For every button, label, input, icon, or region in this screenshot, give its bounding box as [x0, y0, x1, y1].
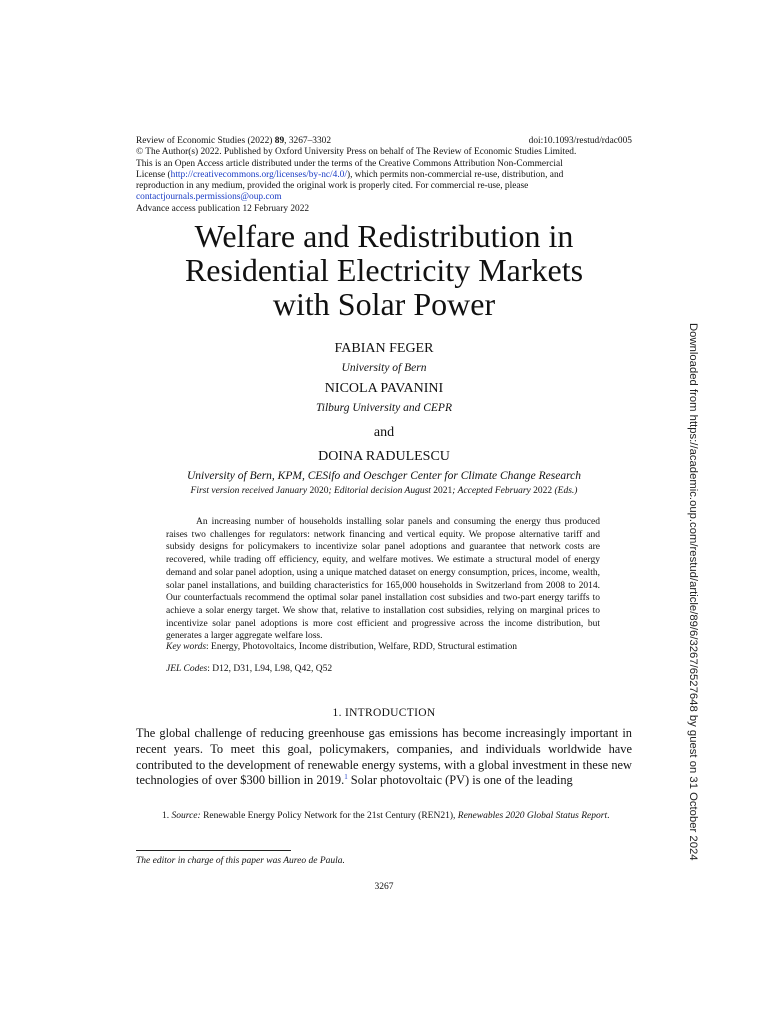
- author-name-1: FABIAN FEGER: [334, 341, 434, 356]
- jel-label: JEL Codes: [166, 664, 208, 674]
- author-affiliation-2: Tilburg University and CEPR: [316, 402, 452, 414]
- keywords: Key words: Energy, Photovoltaics, Income distribution, Welfare, RDD, Structural estimation: [166, 642, 517, 652]
- download-watermark: Downloaded from https://academic.oup.com/restud/article/89/6/3267/6527648 by guest on 31 October 2024: [687, 323, 699, 861]
- license-line-2: License (http://creativecommons.org/licenses/by-nc/4.0/), which permits non-commercial re-use, distribution, and: [136, 169, 564, 180]
- publication-metadata: [136, 136, 632, 215]
- title-line-3: with Solar Power: [272, 286, 496, 322]
- permissions-email-link[interactable]: contactjournals.permissions@oup.com: [136, 192, 282, 203]
- footnote-divider: [136, 850, 291, 851]
- introduction-paragraph: The global challenge of reducing greenhouse gas emissions has become increasingly important in recent years. To meet this goal, policymakers, companies, and individuals worldwide have contributed to the development of renewable energy systems, with a global investment in these new technologies of over $300 billion in 2019.$^1$ Solar photovoltaic (PV) is one of the leading: [136, 726, 632, 788]
- author-conjunction: and: [373, 425, 395, 440]
- advance-access-date: Advance access publication 12 February 2022: [136, 203, 310, 214]
- journal-citation: Review of Economic Studies (2022) 89, 3267–3302: [136, 136, 332, 146]
- footnote: 1. Source: Renewable Energy Policy Network for the 21st Century (REN21), Renewables 2020 Global Status Report.: [136, 810, 632, 824]
- title-line-2: Residential Electricity Markets: [184, 252, 584, 288]
- author-affiliation-1: University of Bern: [341, 362, 427, 374]
- license-line-3: reproduction in any medium, provided the original work is properly cited. For commercial re-use, please: [136, 181, 529, 192]
- title-line-1: Welfare and Redistribution in: [194, 218, 574, 254]
- volume-number: 89: [274, 136, 285, 146]
- section-heading: 1. INTRODUCTION: [332, 707, 436, 719]
- footnote-reference[interactable]: 1: [344, 773, 348, 782]
- submission-history: First version received January 2020; Editorial decision August 2021; Accepted February 2022 (Eds.): [190, 486, 578, 496]
- author-name-2: NICOLA PAVANINI: [324, 381, 444, 396]
- license-line-1: This is an Open Access article distributed under the terms of the Creative Commons Attribution Non-Commercial: [136, 158, 563, 169]
- abstract: An increasing number of households installing solar panels and consuming the energy thus produced raises two challenges for regulators: network financing and vertical equity. We propose alternative tariff and subsidy designs for policymakers to incentivize solar panel adoptions and guarantee that network costs are recovered, while trading off efficiency, equity, and welfare motives. We estimate a structural model of energy demand and solar panel adoption, using a unique matched dataset on energy consumption, prices, income, wealth, solar panel installations, and building characteristics for 165,000 households in Switzerland from 2008 to 2014. Our counterfactuals recommend the optimal solar panel installation cost subsidies and two-part energy tariffs to achieve a solar energy target. We show that, relative to installation cost subsidies, relying on marginal prices to incentivize solar panel adoptions is more cost efficient and progressive across the income distribution, but generates a larger aggregate welfare loss.: [166, 517, 600, 642]
- page-number: 3267: [374, 882, 394, 892]
- author-name-3: DOINA RADULESCU: [318, 449, 450, 464]
- paper-title: [110, 219, 658, 321]
- keywords-label: Key words: [166, 642, 207, 652]
- footnote-number: 1.: [162, 811, 170, 821]
- copyright-line: © The Author(s) 2022. Published by Oxford University Press on behalf of The Review of Economic Studies Limited.: [136, 147, 577, 158]
- footnote-report-title: Renewables 2020 Global Status Report: [457, 811, 608, 821]
- doi: doi:10.1093/restud/rdac005: [528, 136, 632, 146]
- citation-row: [136, 136, 632, 147]
- jel-codes: JEL Codes: D12, D31, L94, L98, Q42, Q52: [166, 664, 333, 674]
- license-link[interactable]: http://creativecommons.org/licenses/by-nc/4.0/: [170, 169, 347, 180]
- editor-note: The editor in charge of this paper was Aureo de Paula.: [136, 856, 345, 866]
- author-block: [110, 338, 658, 486]
- footnote-source-label: Source:: [171, 811, 201, 821]
- author-affiliation-3: University of Bern, KPM, CESifo and Oeschger Center for Climate Change Research: [186, 470, 582, 482]
